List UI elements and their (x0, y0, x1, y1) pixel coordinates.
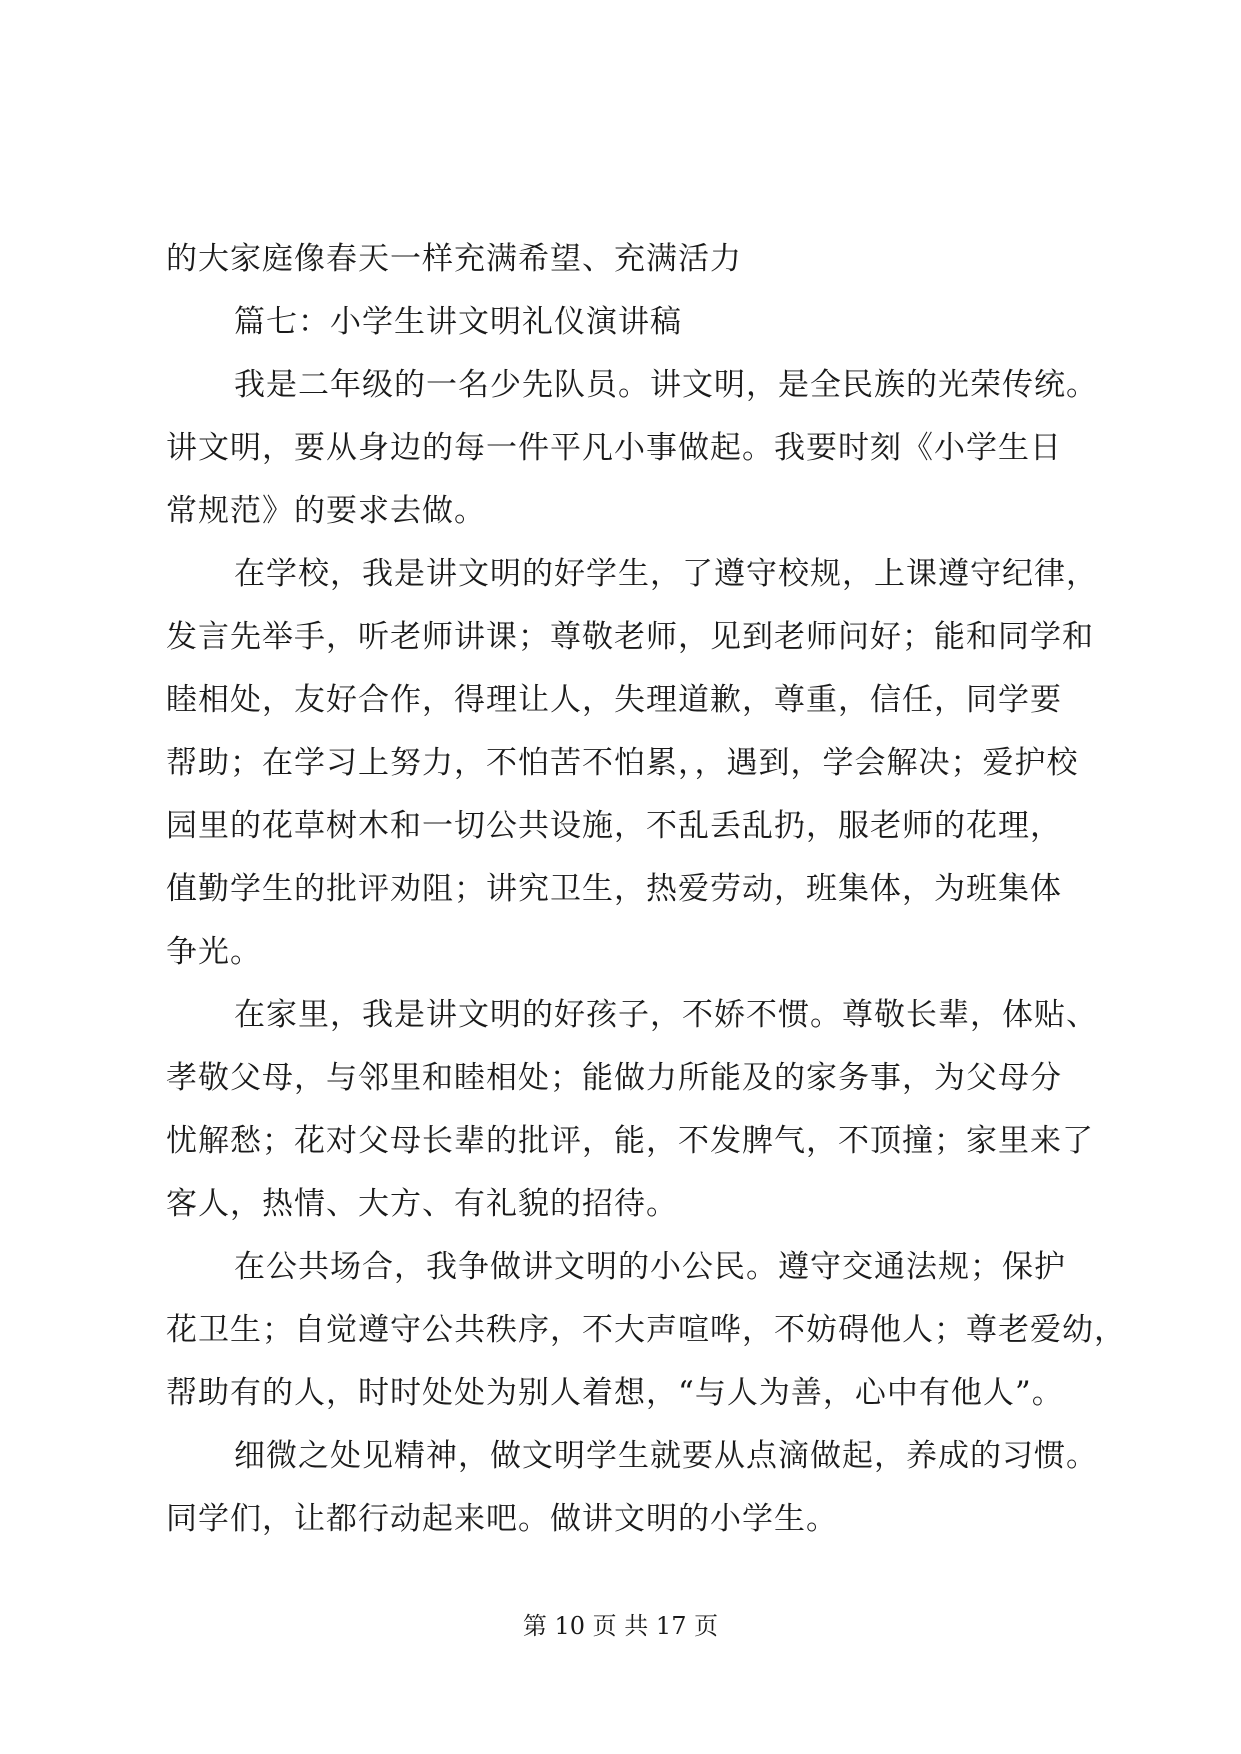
text-line-16: 客人，热情、大方、有礼貌的招待。 (166, 1186, 678, 1222)
text-line-5: 常规范》的要求去做。 (166, 493, 486, 529)
text-line-6: 在学校，我是讲文明的好学生，了遵守校规，上课遵守纪律， (234, 556, 1098, 592)
text-line-21: 同学们，让都行动起来吧。做讲文明的小学生。 (166, 1501, 838, 1537)
text-line-9: 帮助；在学习上努力，不怕苦不怕累，，遇到，学会解决；爱护校 (166, 745, 1079, 781)
text-line-14: 孝敬父母，与邻里和睦相处；能做力所能及的家务事，为父母分 (166, 1060, 1062, 1096)
text-line-19: 帮助有的人，时时处处为别人着想，“与人为善，心中有他人”。 (166, 1375, 1064, 1411)
text-line-7: 发言先举手，听老师讲课；尊敬老师，见到老师问好；能和同学和 (166, 619, 1094, 655)
document-body (166, 228, 1126, 1551)
text-line-10: 园里的花草树木和一切公共设施，不乱丢乱扔，服老师的花理， (166, 808, 1062, 844)
text-line-18: 花卫生；自觉遵守公共秩序，不大声喧哗，不妨碍他人；尊老爱幼， (166, 1312, 1126, 1348)
text-line-17: 在公共场合，我争做讲文明的小公民。遵守交通法规；保护 (234, 1249, 1066, 1285)
text-line-13: 在家里，我是讲文明的好孩子，不娇不惯。尊敬长辈，体贴、 (234, 997, 1098, 1033)
text-line-4: 讲文明，要从身边的每一件平凡小事做起。我要时刻《小学生日 (166, 430, 1062, 466)
page-number-footer: 第 10 页 共 17 页 (522, 1612, 719, 1640)
text-line-12: 争光。 (166, 934, 262, 970)
text-line-11: 值勤学生的批评劝阻；讲究卫生，热爱劳动，班集体，为班集体 (166, 871, 1062, 907)
text-line-15: 忧解愁；花对父母长辈的批评，能，不发脾气，不顶撞；家里来了 (166, 1123, 1094, 1159)
text-line-3: 我是二年级的一名少先队员。讲文明，是全民族的光荣传统。 (234, 367, 1098, 403)
text-line-8: 睦相处，友好合作，得理让人，失理道歉，尊重，信任，同学要 (166, 682, 1062, 718)
section-heading: 篇七：小学生讲文明礼仪演讲稿 (234, 304, 682, 340)
text-line-1: 的大家庭像春天一样充满希望、充满活力 (166, 241, 742, 277)
text-line-20: 细微之处见精神，做文明学生就要从点滴做起，养成的习惯。 (234, 1438, 1098, 1474)
